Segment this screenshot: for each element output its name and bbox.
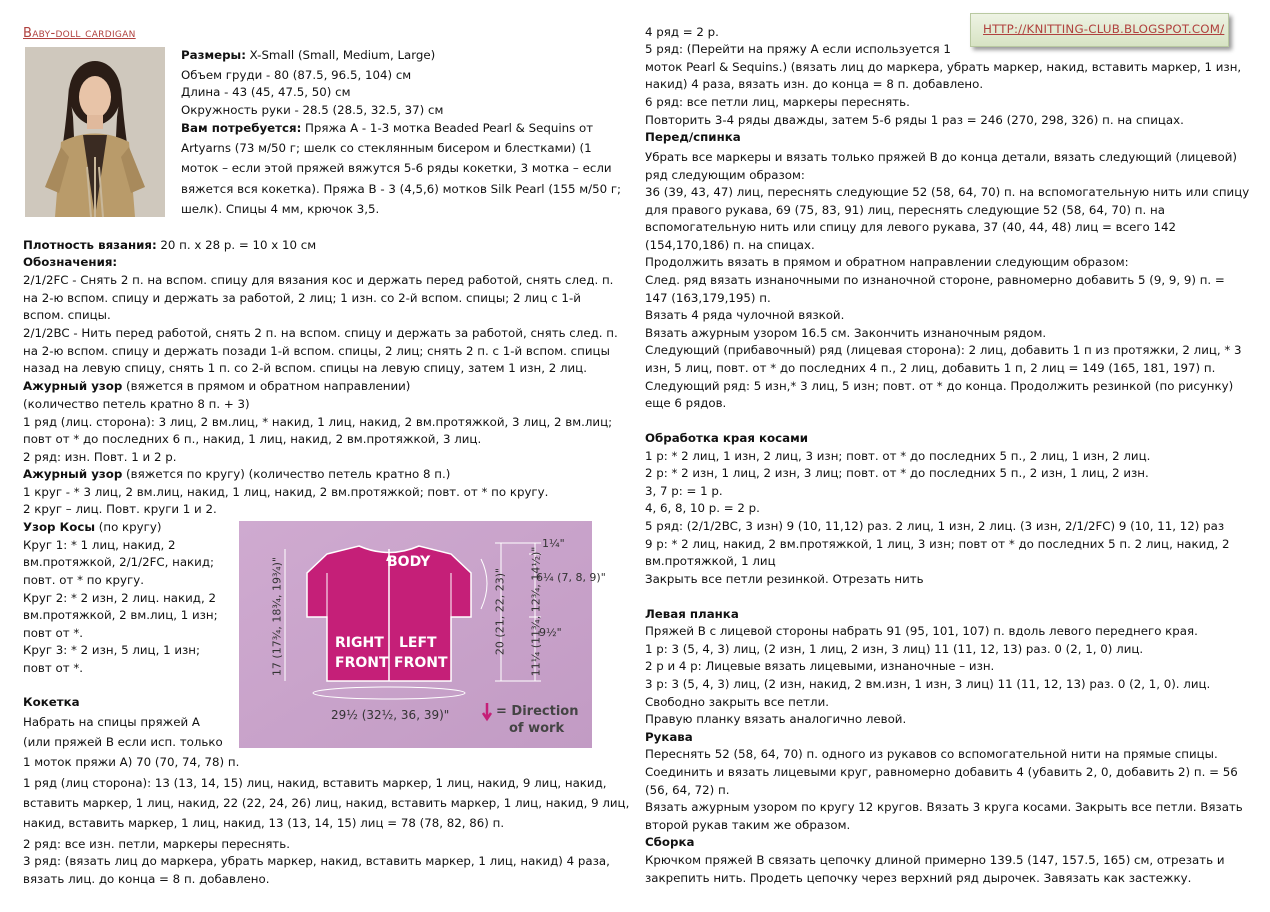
needs-line: Artyarns (73 м/50 г; шелк со стеклянным бисером и блестками) (1 bbox=[181, 141, 592, 155]
needs-line: вяжется вся кокетка). Пряжа В - 3 (4,5,6) мотков Silk Pearl (155 м/50 г; bbox=[181, 182, 622, 196]
assembly-title: Сборка bbox=[645, 835, 695, 849]
edge-title: Обработка края косами bbox=[645, 431, 808, 445]
row-line: моток Pearl & Sequins.) (вязать лиц до маркера, убрать маркер, накид, вставить маркер, 1 изн, bbox=[645, 60, 1242, 74]
left-band-line: Свободно закрыть все петли. bbox=[645, 695, 829, 709]
cable-line: повт от *. bbox=[23, 626, 83, 640]
notation-line: 2/1/2BC - Нить перед работой, снять 2 п. на вспом. спицу и держать за работой, снять след. п. bbox=[23, 326, 618, 340]
diagram-direction-label-1: = Direction bbox=[496, 704, 579, 719]
diagram-left-dim: 17 (17¾, 18¾, 19¾)" bbox=[270, 556, 284, 677]
sleeves-line: Соединить и вязать лицевыми круг, равномерно добавить 4 (убавить 2, 0, добавить 2) п. = 56 bbox=[645, 765, 1238, 779]
diagram-right-dim-1: 1¼" bbox=[542, 537, 565, 550]
needs-line: Вам потребуется: Пряжа А - 1-3 мотка Beaded Pearl & Sequins от bbox=[181, 121, 594, 135]
sleeves-line: Вязать ажурным узором по кругу 12 кругов. Вязать 3 круга косами. Закрыть все петли. Вязать bbox=[645, 800, 1243, 814]
row-line: 6 ряд: все петли лиц, маркеры переснять. bbox=[645, 95, 910, 109]
blog-link[interactable]: HTTP://KNITTING-CLUB.BLOGSPOT.COM/ bbox=[983, 22, 1225, 36]
yoke-line: 1 ряд (лиц сторона): 13 (13, 14, 15) лиц, накид, вставить маркер, 1 лиц, накид, 9 лиц, накид, bbox=[23, 776, 607, 790]
assembly-line: закрепить нить. Продеть цепочку через верхний ряд дырочек. Завязать как застежку. bbox=[645, 871, 1192, 885]
front-back-line: 36 (39, 43, 47) лиц, переснять следующие 52 (58, 64, 70) п. на вспомогательную нить или спицу bbox=[645, 185, 1250, 199]
lace-flat-line: (количество петель кратно 8 п. + 3) bbox=[23, 397, 250, 411]
woman-cardigan-photo-icon bbox=[25, 47, 165, 217]
front-back-line: Следующий ряд: 5 изн,* 3 лиц, 5 изн; повт. от * до конца. Продолжить резинкой (по рисунку) bbox=[645, 379, 1234, 393]
cable-line: повт. от * по кругу. bbox=[23, 573, 144, 587]
yoke-line: вставить маркер, 1 лиц, накид, 22 (22, 24, 26) лиц, накид, вставить маркер, 1 лиц, накид, 9 лиц, bbox=[23, 796, 630, 810]
edge-line: Закрыть все петли резинкой. Отрезать нить bbox=[645, 572, 924, 586]
front-back-line: Вязать ажурным узором 16.5 см. Закончить изнаночным рядом. bbox=[645, 326, 1047, 340]
sizes-line: Размеры: X-Small (Small, Medium, Large) bbox=[181, 48, 436, 62]
lace-flat-line: 2 ряд: изн. Повт. 1 и 2 р. bbox=[23, 450, 177, 464]
sleeves-line: (56, 64, 72) п. bbox=[645, 783, 730, 797]
notation-line: на 2-ю вспом. спицу и держать за работой, 2 лиц; 1 изн. со 2-й вспом. спицы; 2 лиц с 1-й bbox=[23, 291, 581, 305]
yoke-line: вязать лиц. до конца = 8 п. добавлено. bbox=[23, 872, 270, 886]
diagram-direction-label-2: of work bbox=[509, 721, 565, 736]
sleeves-line: Переснять 52 (58, 64, 70) п. одного из рукавов со вспомогательной нити на прямые спицы. bbox=[645, 747, 1218, 761]
row-line: 5 ряд: (Перейти на пряжу А если используется 1 bbox=[645, 42, 951, 56]
diagram-left-front-label-1: LEFT bbox=[399, 635, 437, 651]
yoke-line: Набрать на спицы пряжей А bbox=[23, 715, 200, 729]
edge-line: 4, 6, 8, 10 р. = 2 р. bbox=[645, 501, 760, 515]
notation-line: вспом. спицы. bbox=[23, 308, 111, 322]
cable-line: Круг 1: * 1 лиц, накид, 2 bbox=[23, 538, 176, 552]
edge-line: 5 ряд: (2/1/2BC, 3 изн) 9 (10, 11,12) раз. 2 лиц, 1 изн, 2 лиц. (3 изн, 2/1/2FC) 9 (10, 11, 12) раз bbox=[645, 519, 1225, 533]
front-back-line: ряд следующим образом: bbox=[645, 168, 805, 182]
cable-line: Круг 3: * 2 изн, 5 лиц, 1 изн; bbox=[23, 643, 200, 657]
left-band-line: Пряжей В с лицевой стороны набрать 91 (95, 101, 107) п. вдоль левого переднего края. bbox=[645, 624, 1198, 638]
edge-line: вм.протяжкой, 1 лиц bbox=[645, 554, 776, 568]
gauge-line: Плотность вязания: 20 п. х 28 р. = 10 х 10 см bbox=[23, 238, 317, 252]
front-back-line: Убрать все маркеры и вязать только пряжей В до конца детали, вязать следующий (лицевой) bbox=[645, 150, 1238, 164]
edge-line: 3, 7 р: = 1 р. bbox=[645, 484, 723, 498]
diagram-right-dim-3: 9½" bbox=[539, 626, 562, 639]
diagram-right-dim-inner: 11¼ (11¾, 12¾, 14½)" bbox=[529, 546, 543, 677]
yoke-line: (или пряжей В если исп. только bbox=[23, 735, 223, 749]
cable-line: вм.протяжкой, 2 вм.лиц, 1 изн; bbox=[23, 608, 218, 622]
diagram-right-front-label-1: RIGHT bbox=[335, 635, 384, 651]
notation-line: на 2-ю вспом. спицу и держать позади 1-й вспом. спицы, 2 лиц; снять 2 п. с 1-й вспом. спицы bbox=[23, 344, 610, 358]
size-line: Объем груди - 80 (87.5, 96.5, 104) см bbox=[181, 68, 412, 82]
row-line: накид) 4 раза, вязать изн. до конца = 8 п. добавлено. bbox=[645, 77, 984, 91]
front-back-line: вспомогательную нить или спицу для левого рукава, 37 (40, 44, 48) лиц = всего 142 bbox=[645, 220, 1177, 234]
blog-link-box[interactable] bbox=[970, 13, 1229, 47]
front-back-line: (154,170,186) п. на спицах. bbox=[645, 238, 815, 252]
front-back-line: для правого рукава, 69 (75, 83, 91) лиц, переснять следующие 52 (58, 64, 70) п. на bbox=[645, 203, 1165, 217]
front-back-line: Следующий (прибавочный) ряд (лицевая сторона): 2 лиц, добавить 1 п из протяжки, 2 лиц, * 3 bbox=[645, 343, 1242, 357]
lace-round-line: 2 круг – лиц. Повт. круги 1 и 2. bbox=[23, 502, 217, 516]
pattern-title: Baby-doll cardigan bbox=[23, 26, 136, 41]
yoke-title: Кокетка bbox=[23, 695, 80, 709]
front-back-title: Перед/спинка bbox=[645, 130, 741, 144]
front-back-line: 147 (163,179,195) п. bbox=[645, 291, 771, 305]
left-band-line: 3 р: 3 (5, 4, 3) лиц, (2 изн, накид, 2 вм.изн, 1 изн, 3 лиц) 11 (11, 12, 13) раз. 0 (2, 1, 0). лиц. bbox=[645, 677, 1211, 691]
edge-line: 2 р: * 2 изн, 1 лиц, 2 изн, 3 лиц; повт. от * до последних 5 п., 2 изн, 1 лиц, 2 изн. bbox=[645, 466, 1149, 480]
assembly-line: Крючком пряжей В связать цепочку длиной примерно 139.5 (147, 157.5, 165) см, отрезать и bbox=[645, 853, 1225, 867]
front-back-line: След. ряд вязать изнаночными по изнаночной стороне, равномерно добавить 5 (9, 9, 9) п. = bbox=[645, 273, 1225, 287]
notation-title: Обозначения: bbox=[23, 255, 118, 269]
row-line: Повторить 3-4 ряды дважды, затем 5-6 ряды 1 раз = 246 (270, 298, 326) п. на спицах. bbox=[645, 113, 1184, 127]
cable-line: Круг 2: * 2 изн, 2 лиц. накид, 2 bbox=[23, 591, 216, 605]
needs-line: шелк). Спицы 4 мм, крючок 3,5. bbox=[181, 202, 380, 216]
yoke-line: 2 ряд: все изн. петли, маркеры переснять. bbox=[23, 837, 291, 851]
left-band-title: Левая планка bbox=[645, 607, 739, 621]
lace-flat-title: Ажурный узор (вяжется в прямом и обратном направлении) bbox=[23, 379, 411, 393]
front-back-line: еще 6 рядов. bbox=[645, 396, 727, 410]
schematic-diagram bbox=[239, 521, 606, 748]
size-line: Окружность руки - 28.5 (28.5, 32.5, 37) см bbox=[181, 103, 444, 117]
left-band-line: Правую планку вязать аналогично левой. bbox=[645, 712, 907, 726]
diagram-left-front-label-2: FRONT bbox=[394, 655, 448, 671]
notation-line: 2/1/2FC - Снять 2 п. на вспом. спицу для вязания кос и держать перед работой, снять след. п. bbox=[23, 273, 614, 287]
left-band-line: 1 р: 3 (5, 4, 3) лиц, (2 изн, 1 лиц, 2 изн, 3 лиц) 11 (11, 12, 13) раз. 0 (2, 1, 0) лиц. bbox=[645, 642, 1144, 656]
left-band-line: 2 р и 4 р: Лицевые вязать лицевыми, изнаночные – изн. bbox=[645, 659, 995, 673]
sleeves-title: Рукава bbox=[645, 730, 693, 744]
edge-line: 1 р: * 2 лиц, 1 изн, 2 лиц, 3 изн; повт. от * до последних 5 п., 2 лиц, 1 изн, 2 лиц. bbox=[645, 449, 1151, 463]
edge-line: 9 р: * 2 лиц, накид, 2 вм.протяжкой, 1 лиц, 3 изн; повт от * до последних 5 п. 2 лиц, накид, 2 bbox=[645, 537, 1230, 551]
lace-round-line: 1 круг - * 3 лиц, 2 вм.лиц, накид, 1 лиц, накид, 2 вм.протяжкой; повт. от * по кругу. bbox=[23, 485, 549, 499]
cable-line: повт от *. bbox=[23, 661, 83, 675]
row-line: 4 ряд = 2 р. bbox=[645, 25, 719, 39]
notation-line: назад на левую спицу, снять 1 п. со 2-й вспом. спицы на левую спицу, затем 1 изн, 2 лиц. bbox=[23, 361, 587, 375]
lace-flat-line: 1 ряд (лиц. сторона): 3 лиц, 2 вм.лиц, * накид, 1 лиц, накид, 2 вм.протяжкой, 3 лиц, 2 вм.лиц; bbox=[23, 415, 613, 429]
yoke-line: накид, вставить маркер, 1 лиц, накид, 13 (13, 14, 15) лиц = 78 (78, 82, 86) п. bbox=[23, 816, 505, 830]
cable-line: вм.протяжкой, 2/1/2FC, накид; bbox=[23, 555, 214, 569]
lace-round-title: Ажурный узор (вяжется по кругу) (количество петель кратно 8 п.) bbox=[23, 467, 451, 481]
yoke-line: 1 моток пряжи А) 70 (70, 74, 78) п. bbox=[23, 755, 240, 769]
yoke-line: 3 ряд: (вязать лиц до маркера, убрать маркер, накид, вставить маркер, 1 лиц, накид) 4 раза, bbox=[23, 854, 610, 868]
cable-title: Узор Косы (по кругу) bbox=[23, 520, 162, 534]
front-back-line: изн, 5 лиц, повт. от * до последних 4 п., 2 лиц, добавить 1 п, 2 лиц = 149 (165, 181, 197) п. bbox=[645, 361, 1216, 375]
diagram-right-dim-outer: 20 (21, 22, 23)" bbox=[493, 567, 507, 656]
size-line: Длина - 43 (45, 47.5, 50) см bbox=[181, 85, 351, 99]
front-back-line: Вязать 4 ряда чулочной вязкой. bbox=[645, 308, 845, 322]
diagram-right-dim-2: 6¼ (7, 8, 9)" bbox=[536, 571, 606, 584]
diagram-right-front-label-2: FRONT bbox=[335, 655, 389, 671]
diagram-body-label: BODY bbox=[387, 554, 431, 570]
diagram-width-dim: 29½ (32½, 36, 39)" bbox=[331, 708, 450, 722]
needs-line: моток – если этой пряжей вяжутся 5-6 ряды кокетки, 3 мотка – если bbox=[181, 161, 612, 175]
lace-flat-line: повт от * до последних 6 п., накид, 1 лиц, накид, 2 вм.протяжкой, 3 лиц. bbox=[23, 432, 482, 446]
front-back-line: Продолжить вязать в прямом и обратном направлении следующим образом: bbox=[645, 255, 1129, 269]
sleeves-line: второй рукав таким же образом. bbox=[645, 818, 851, 832]
